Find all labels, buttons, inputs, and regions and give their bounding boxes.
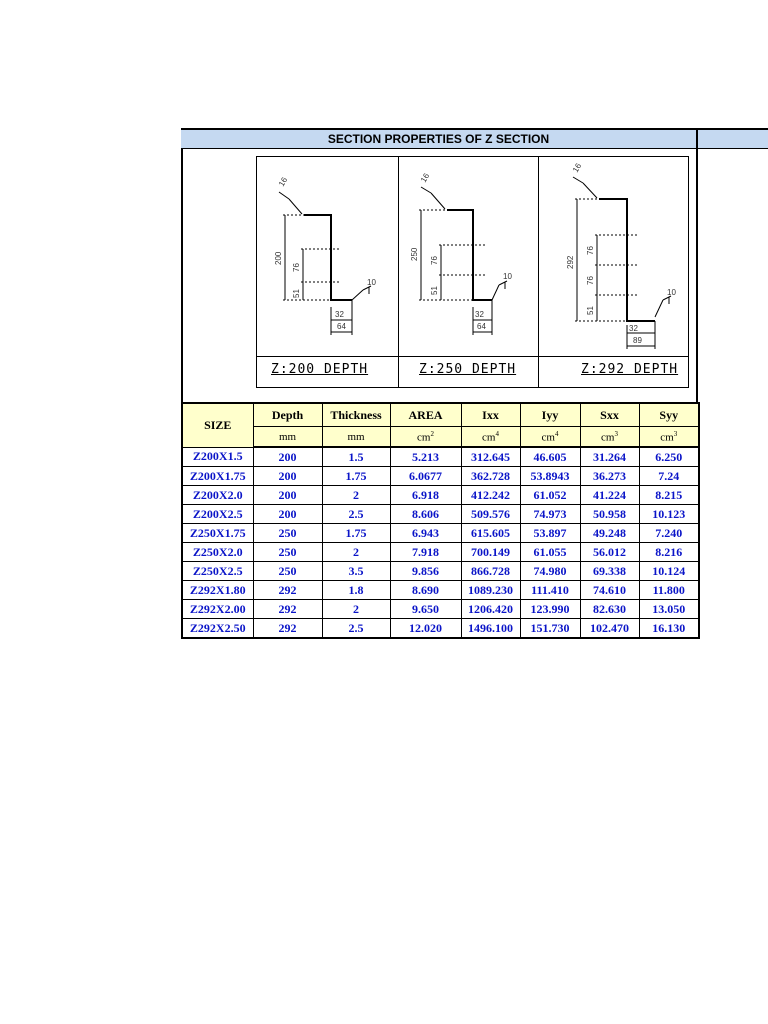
title-bar bbox=[181, 128, 768, 149]
cell-area: 8.690 bbox=[390, 581, 461, 600]
cell-iyy: 74.973 bbox=[520, 505, 580, 524]
header-ixx: Ixx bbox=[461, 403, 520, 427]
cell-depth: 250 bbox=[253, 543, 322, 562]
drawing-z292 bbox=[539, 157, 688, 387]
z200-caption-divider bbox=[257, 356, 398, 357]
z200-caption: Z:200 DEPTH bbox=[271, 362, 369, 377]
z250-dim-a: 32 bbox=[475, 310, 484, 319]
z292-dim-r: 10 bbox=[667, 288, 676, 297]
z200-dim-depth: 200 bbox=[274, 251, 283, 265]
cell-sxx: 50.958 bbox=[580, 505, 639, 524]
unit-iyy: $cm^4$ bbox=[520, 427, 580, 448]
cell-sxx: 82.630 bbox=[580, 600, 639, 619]
cell-size: Z250X2.0 bbox=[182, 543, 253, 562]
cell-ixx: 362.728 bbox=[461, 467, 520, 486]
z292-dim-low: 51 bbox=[586, 306, 595, 315]
unit-syy: $cm^3$ bbox=[639, 427, 699, 448]
cell-syy: 8.216 bbox=[639, 543, 699, 562]
header-thickness: Thickness bbox=[322, 403, 390, 427]
z292-dim-a: 32 bbox=[629, 324, 638, 333]
z200-dim-low: 51 bbox=[292, 289, 301, 298]
z200-dim-mid: 76 bbox=[292, 263, 301, 272]
unit-ixx: $cm^4$ bbox=[461, 427, 520, 448]
cell-depth: 200 bbox=[253, 447, 322, 467]
unit-sxx: $cm^3$ bbox=[580, 427, 639, 448]
z200-section-sketch bbox=[257, 157, 399, 356]
z292-section-sketch bbox=[539, 157, 688, 356]
cell-size: Z292X2.00 bbox=[182, 600, 253, 619]
cell-iyy: 123.990 bbox=[520, 600, 580, 619]
cell-size: Z250X2.5 bbox=[182, 562, 253, 581]
z292-dim-mid2: 76 bbox=[586, 276, 595, 285]
header-depth: Depth bbox=[253, 403, 322, 427]
cell-ixx: 1089.230 bbox=[461, 581, 520, 600]
header-iyy: Iyy bbox=[520, 403, 580, 427]
cell-size: Z200X1.5 bbox=[182, 447, 253, 467]
cell-sxx: 74.610 bbox=[580, 581, 639, 600]
cell-sxx: 36.273 bbox=[580, 467, 639, 486]
cell-depth: 200 bbox=[253, 467, 322, 486]
z250-dim-r: 10 bbox=[503, 272, 512, 281]
cell-size: Z292X1.80 bbox=[182, 581, 253, 600]
cell-ixx: 866.728 bbox=[461, 562, 520, 581]
cell-syy: 7.24 bbox=[639, 467, 699, 486]
cell-syy: 11.800 bbox=[639, 581, 699, 600]
z200-dim-lip: 16 bbox=[276, 175, 290, 188]
cell-ixx: 700.149 bbox=[461, 543, 520, 562]
cell-area: 9.856 bbox=[390, 562, 461, 581]
cell-ixx: 1496.100 bbox=[461, 619, 520, 639]
table-row bbox=[182, 486, 699, 505]
cell-area: 9.650 bbox=[390, 600, 461, 619]
cell-size: Z200X2.5 bbox=[182, 505, 253, 524]
cell-depth: 292 bbox=[253, 619, 322, 639]
cell-thickness: 3.5 bbox=[322, 562, 390, 581]
section-properties-table bbox=[181, 402, 700, 639]
unit-depth: mm bbox=[253, 427, 322, 448]
cell-iyy: 111.410 bbox=[520, 581, 580, 600]
table-units-row bbox=[182, 427, 699, 448]
header-sxx: Sxx bbox=[580, 403, 639, 427]
cell-depth: 292 bbox=[253, 600, 322, 619]
cell-thickness: 2.5 bbox=[322, 505, 390, 524]
cell-sxx: 31.264 bbox=[580, 447, 639, 467]
header-syy: Syy bbox=[639, 403, 699, 427]
cell-area: 8.606 bbox=[390, 505, 461, 524]
table-row bbox=[182, 600, 699, 619]
cell-sxx: 69.338 bbox=[580, 562, 639, 581]
table-row bbox=[182, 505, 699, 524]
z292-caption-divider bbox=[539, 356, 688, 357]
z292-caption: Z:292 DEPTH bbox=[581, 362, 679, 377]
cell-syy: 10.123 bbox=[639, 505, 699, 524]
cell-depth: 200 bbox=[253, 486, 322, 505]
table-row bbox=[182, 524, 699, 543]
table-row bbox=[182, 581, 699, 600]
cell-syy: 6.250 bbox=[639, 447, 699, 467]
header-area: AREA bbox=[390, 403, 461, 427]
drawing-z200 bbox=[257, 157, 399, 387]
table-row bbox=[182, 562, 699, 581]
cell-depth: 200 bbox=[253, 505, 322, 524]
header-size: SIZE bbox=[182, 403, 253, 447]
cell-iyy: 74.980 bbox=[520, 562, 580, 581]
cell-area: 6.918 bbox=[390, 486, 461, 505]
z250-dim-low: 51 bbox=[430, 286, 439, 295]
cell-iyy: 61.052 bbox=[520, 486, 580, 505]
cell-syy: 8.215 bbox=[639, 486, 699, 505]
z200-dim-r: 10 bbox=[367, 278, 376, 287]
table-header-row bbox=[182, 403, 699, 427]
cell-ixx: 615.605 bbox=[461, 524, 520, 543]
cell-thickness: 2.5 bbox=[322, 619, 390, 639]
z250-section-sketch bbox=[399, 157, 539, 356]
z250-dim-mid: 76 bbox=[430, 256, 439, 265]
table-row bbox=[182, 447, 699, 467]
cell-sxx: 41.224 bbox=[580, 486, 639, 505]
cell-syy: 13.050 bbox=[639, 600, 699, 619]
cell-size: Z250X1.75 bbox=[182, 524, 253, 543]
cell-syy: 7.240 bbox=[639, 524, 699, 543]
z250-caption-divider bbox=[399, 356, 538, 357]
cell-thickness: 1.8 bbox=[322, 581, 390, 600]
table-row bbox=[182, 543, 699, 562]
cell-ixx: 1206.420 bbox=[461, 600, 520, 619]
cell-iyy: 61.055 bbox=[520, 543, 580, 562]
cell-depth: 250 bbox=[253, 562, 322, 581]
cell-thickness: 2 bbox=[322, 543, 390, 562]
cell-ixx: 312.645 bbox=[461, 447, 520, 467]
cell-syy: 10.124 bbox=[639, 562, 699, 581]
cell-depth: 250 bbox=[253, 524, 322, 543]
table-row bbox=[182, 619, 699, 639]
cell-area: 6.0677 bbox=[390, 467, 461, 486]
cell-sxx: 56.012 bbox=[580, 543, 639, 562]
cell-sxx: 49.248 bbox=[580, 524, 639, 543]
page-title: SECTION PROPERTIES OF Z SECTION bbox=[327, 132, 550, 146]
cell-area: 6.943 bbox=[390, 524, 461, 543]
cell-thickness: 1.75 bbox=[322, 467, 390, 486]
z250-dim-lip: 16 bbox=[418, 171, 432, 184]
z250-caption: Z:250 DEPTH bbox=[419, 362, 517, 377]
z200-dim-a: 32 bbox=[335, 310, 344, 319]
z250-dim-depth: 250 bbox=[410, 247, 419, 261]
cell-thickness: 2 bbox=[322, 600, 390, 619]
z250-dim-b: 64 bbox=[477, 322, 486, 331]
title-divider bbox=[696, 128, 698, 149]
cell-area: 7.918 bbox=[390, 543, 461, 562]
cell-thickness: 1.5 bbox=[322, 447, 390, 467]
cell-size: Z292X2.50 bbox=[182, 619, 253, 639]
cell-area: 5.213 bbox=[390, 447, 461, 467]
unit-thickness: mm bbox=[322, 427, 390, 448]
unit-area: $cm^2$ bbox=[390, 427, 461, 448]
table-row bbox=[182, 467, 699, 486]
z200-dim-b: 64 bbox=[337, 322, 346, 331]
cell-iyy: 151.730 bbox=[520, 619, 580, 639]
section-drawings bbox=[256, 156, 689, 388]
cell-ixx: 412.242 bbox=[461, 486, 520, 505]
z292-dim-lip: 16 bbox=[570, 161, 584, 174]
cell-depth: 292 bbox=[253, 581, 322, 600]
cell-sxx: 102.470 bbox=[580, 619, 639, 639]
cell-thickness: 1.75 bbox=[322, 524, 390, 543]
z292-dim-b: 89 bbox=[633, 336, 642, 345]
cell-iyy: 53.897 bbox=[520, 524, 580, 543]
cell-size: Z200X2.0 bbox=[182, 486, 253, 505]
cell-area: 12.020 bbox=[390, 619, 461, 639]
cell-iyy: 53.8943 bbox=[520, 467, 580, 486]
drawing-z250 bbox=[399, 157, 539, 387]
cell-thickness: 2 bbox=[322, 486, 390, 505]
z292-dim-mid: 76 bbox=[586, 246, 595, 255]
z292-dim-depth: 292 bbox=[566, 255, 575, 269]
cell-iyy: 46.605 bbox=[520, 447, 580, 467]
cell-syy: 16.130 bbox=[639, 619, 699, 639]
cell-ixx: 509.576 bbox=[461, 505, 520, 524]
cell-size: Z200X1.75 bbox=[182, 467, 253, 486]
